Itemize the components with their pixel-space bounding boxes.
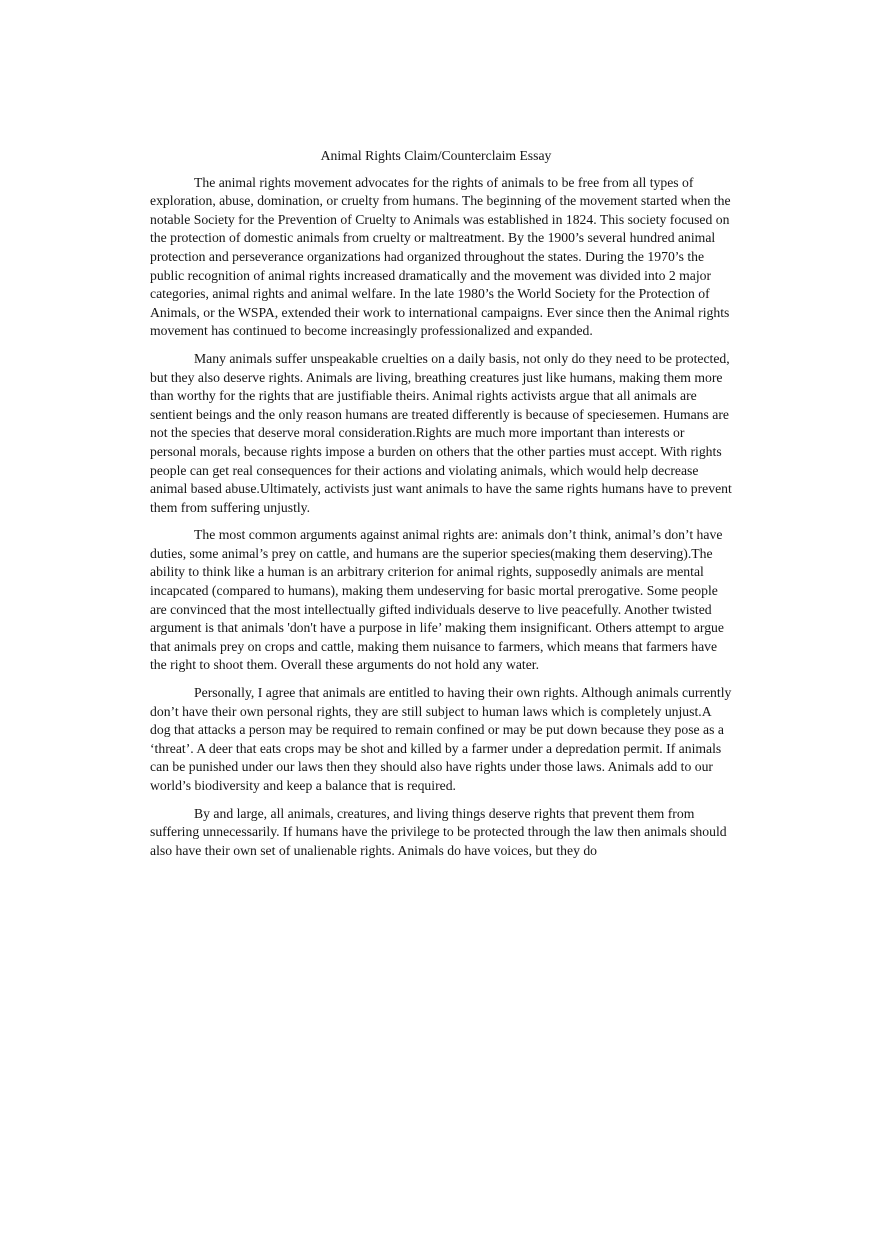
essay-title: Animal Rights Claim/Counterclaim Essay <box>320 148 552 163</box>
paragraph-opinion: Personally, I agree that animals are entitled to having their own rights. Although animals currently don’t have their own personal rights, they are still subject to human laws which is completely unjust.A dog that attacks a person may be required to remain confined or may be put down because they pose as a ‘threat’. A deer that eats crops may be shot and killed by a farmer under a depredation permit. If animals can be punished under our laws then they should also have rights under those laws. Animals add to our world’s biodiversity and keep a balance that is required. <box>150 685 732 793</box>
paragraph-claim: Many animals suffer unspeakable cruelties on a daily basis, not only do they need to be protected, but they also deserve rights. Animals are living, breathing creatures just like humans, making them more than worthy for the rights that are justifiable theirs. Animal rights activists argue that all animals are sentient beings and the only reason humans are treated differently is because of speciesemen. Humans are not the species that deserve moral consideration.Rights are much more important than interests or personal morals, because rights impose a burden on others that the other parties must accept. With rights people can get real consequences for their actions and violating animals, which would help decrease animal based abuse.Ultimately, activists just want animals to have the same rights humans have to prevent them from suffering unjustly. <box>150 350 732 515</box>
paragraph-conclusion: By and large, all animals, creatures, and living things deserve rights that prevent them from suffering unnecessarily. If humans have the privilege to be protected through the law then animals should also have their own set of unalienable rights. Animals do have voices, but they do <box>150 805 727 858</box>
essay-body <box>150 147 732 869</box>
paragraph-history: The animal rights movement advocates for the rights of animals to be free from all types of exploration, abuse, domination, or cruelty from humans. The beginning of the movement started when the notable Society for the Prevention of Cruelty to Animals was established in 1824. This society focused on the protection of domestic animals from cruelty or maltreatment. By the 1900’s several hundred animal protection and perseverance organizations had organized throughout the states. During the 1970’s the public recognition of animal rights increased dramatically and the movement was divided into 2 major categories, animal rights and animal welfare. In the late 1980’s the World Society for the Protection of Animals, or the WSPA, extended their work to international campaigns. Ever since then the Animal rights movement has continued to become increasingly professionalized and expanded. <box>150 174 731 339</box>
paragraph-counterclaim: The most common arguments against animal rights are: animals don’t think, animal’s don’t have duties, some animal’s prey on cattle, and humans are the superior species(making them deserving).The ability to think like a human is an arbitrary criterion for animal rights, supposedly animals are mental incapcated (compared to humans), making them undeserving for basic mortal prerogative. Some people are convinced that the most intellectually gifted individuals deserve to live peacefully. Another twisted argument is that animals 'don't have a purpose in life’ making them insignificant. Others attempt to argue that animals prey on crops and cattle, making them nuisance to farmers, which means that farmers have the right to shoot them. Overall these arguments do not hold any water. <box>150 527 724 673</box>
